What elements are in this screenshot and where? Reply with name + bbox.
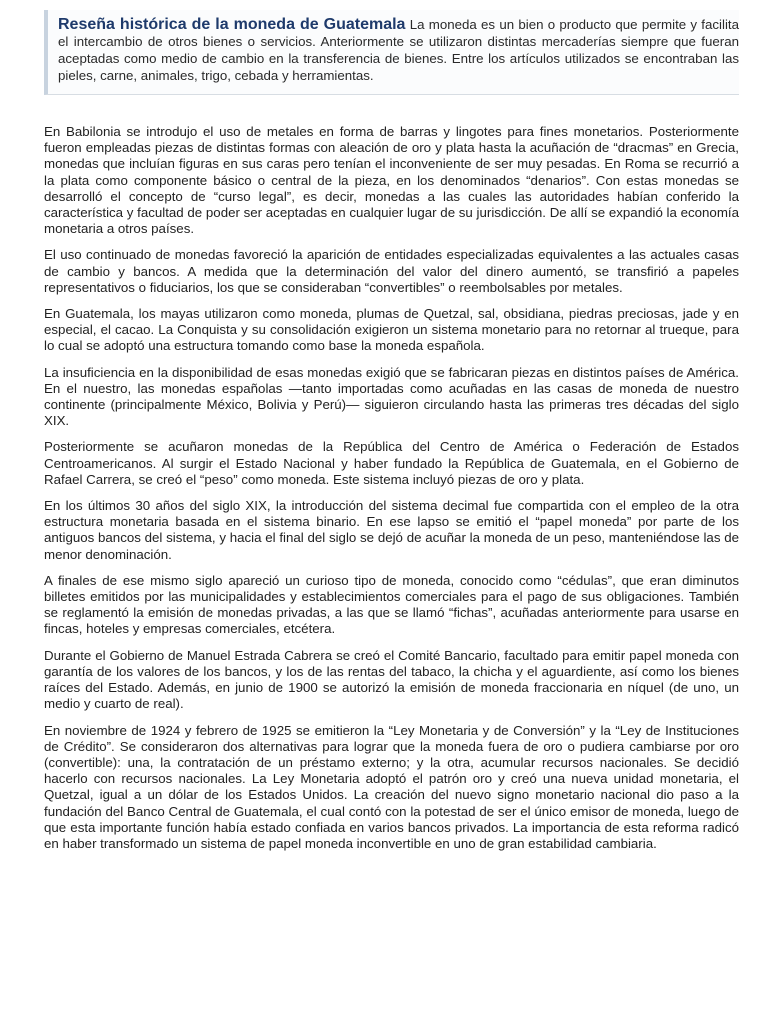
- paragraph-republica: Posteriormente se acuñaron monedas de la República del Centro de América o Federación de Estados Centroamericanos. Al surgir el Estado Nacional y haber fundado la República de Guatemala, en el Gobierno de Rafael Carrera, se creó el “peso” como moneda. Este sistema incluyó piezas de oro y plata.: [44, 439, 739, 487]
- paragraph-siglo-xix: En los últimos 30 años del siglo XIX, la introducción del sistema decimal fue compartida con el empleo de la otra estructura monetaria basada en el sistema binario. En ese lapso se emitió el “papel moneda” por parte de los antiguos bancos del sistema, y hacia el final del siglo se dejó de acuñar la moneda de un peso, manteniéndose las de menor denominación.: [44, 498, 739, 562]
- intro-box: [44, 10, 739, 95]
- paragraph-babilonia: En Babilonia se introdujo el uso de metales en forma de barras y lingotes para fines monetarios. Posteriormente fueron empleadas piezas de distintas formas con aleación de oro y plata hasta la acuñación de “dracmas” en Grecia, monedas que incluían figuras en sus caras pero tenían el inconveniente de ser muy pesadas. En Roma se recurrió a la plata como componente básico o central de la pieza, en los denominados “denarios”. Con estas monedas se desarrolló el concepto de “curso legal”, es decir, monedas a las cuales las autoridades habían conferido la característica y facultad de poder ser aceptadas en cualquier lugar de su jurisdicción. De allí se expandió la economía monetaria a otros países.: [44, 124, 739, 237]
- paragraph-america: La insuficiencia en la disponibilidad de esas monedas exigió que se fabricaran piezas en distintos países de América. En el nuestro, las monedas españolas —tanto importadas como acuñadas en las casas de moneda de nuestro continente (principalmente México, Bolivia y Perú)— siguieron circulando hasta las primeras tres décadas del siglo XIX.: [44, 364, 739, 429]
- paragraph-mayas: En Guatemala, los mayas utilizaron como moneda, plumas de Quetzal, sal, obsidiana, piedras preciosas, jade y en especial, el cacao. La Conquista y su consolidación exigieron un sistema monetario para no retornar al trueque, para lo cual se adoptó una estructura tomando como base la moneda española.: [44, 306, 739, 354]
- paragraph-estrada-cabrera: Durante el Gobierno de Manuel Estrada Cabrera se creó el Comité Bancario, facultado para emitir papel moneda con garantía de los valores de los bancos, y los de las rentas del tabaco, la chicha y el aguardiente, así como los bienes raíces del Estado. Además, en junio de 1900 se autorizó la emisión de moneda fraccionaria en níquel (de uno, un medio y cuarto de real).: [44, 647, 739, 712]
- intro-paragraph: La moneda es un bien o producto que permite y facilita el intercambio de otros bienes o servicios. Anteriormente se utilizaron distintas mercaderías siempre que fueran aceptadas como medio de cambio en la transferencia de bienes. Entre los artículos utilizados se encontraban las pieles, carne, animales, trigo, cebada y herramientas.: [58, 17, 739, 83]
- paragraph-cedulas: A finales de ese mismo siglo apareció un curioso tipo de moneda, conocido como “cédulas”, que eran diminutos billetes emitidos por las municipalidades y establecimientos comerciales para el pago de sus obligaciones. También se reglamentó la emisión de monedas privadas, a las que se llamó “fichas”, acuñadas anteriormente para usarse en fincas, hoteles y empresas comerciales, etcétera.: [44, 572, 739, 637]
- paragraph-ley-monetaria: En noviembre de 1924 y febrero de 1925 se emitieron la “Ley Monetaria y de Conversión” y la “Ley de Instituciones de Crédito”. Se consideraron dos alternativas para lograr que la moneda fuera de oro o pudiera cambiarse por oro (convertible): una, la contratación de un préstamo externo; y la otra, acumular recursos nacionales. Se decidió hacerlo con recursos nacionales. La Ley Monetaria adoptó el patrón oro y creó una nueva unidad monetaria, el Quetzal, igual a un dólar de los Estados Unidos. La creación del nuevo signo monetario nacional dio paso a la fundación del Banco Central de Guatemala, el cual contó con la potestad de ser el único emisor de moneda, luego de que esta importante función había estado confiada en varios bancos privados. La importancia de esta reforma radicó en haber transformado un sistema de papel moneda inconvertible en uno de gran estabilidad cambiaria.: [44, 722, 739, 851]
- document-title: Reseña histórica de la moneda de Guatemala: [58, 16, 406, 33]
- article-body: [44, 124, 739, 862]
- paragraph-casas-de-cambio: El uso continuado de monedas favoreció la aparición de entidades especializadas equivalentes a las actuales casas de cambio y bancos. A medida que la determinación del valor del dinero aumentó, se transfirió a papeles representativos o fiduciarios, los que se consideraban “convertibles” o reembolsables por metales.: [44, 247, 739, 295]
- intro-text: [58, 16, 739, 84]
